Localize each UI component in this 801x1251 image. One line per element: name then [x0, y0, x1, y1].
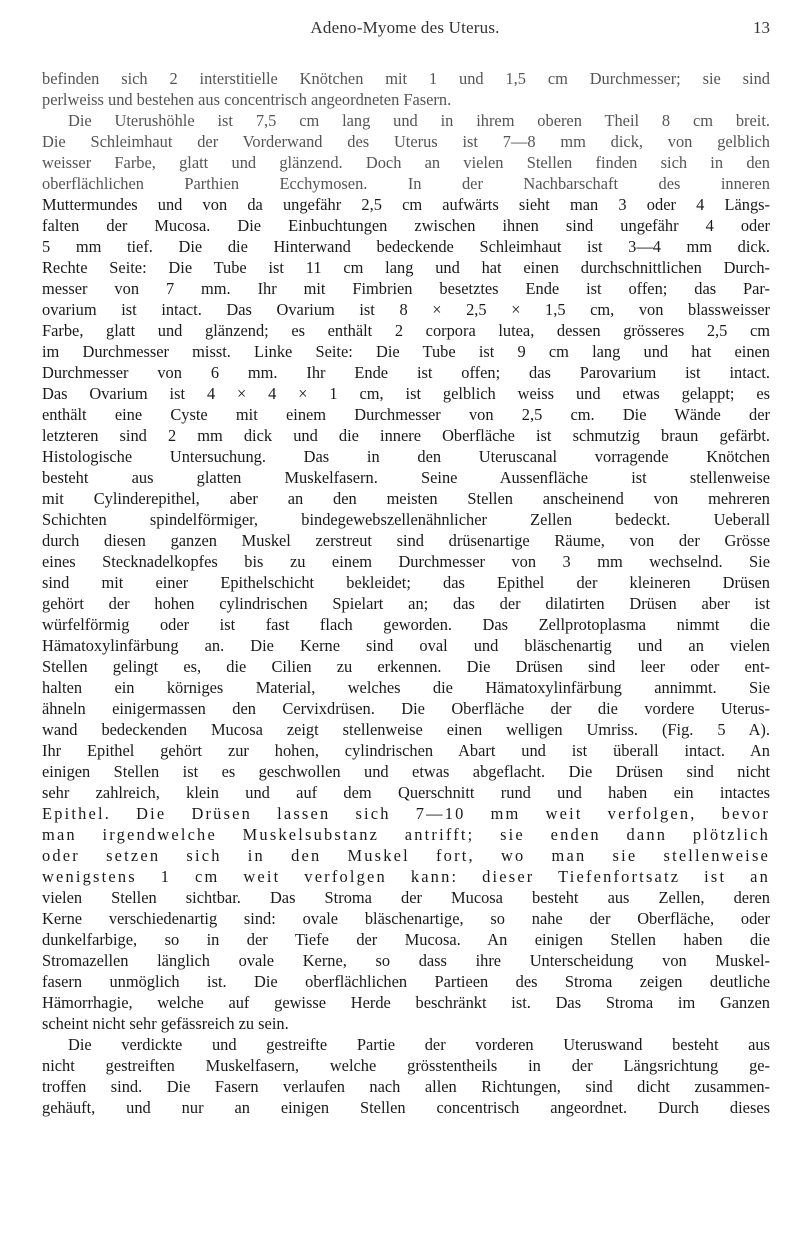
text-line: Epithel. Die Drüsen lassen sich 7—10 mm weit verfolgen, bevor [42, 804, 770, 823]
text-line: Das Ovarium ist 4 × 4 × 1 cm, ist gelblich weiss und etwas gelappt; es [42, 384, 770, 403]
text-line: sind mit einer Epithelschicht bekleidet; das Epithel der kleineren Drüsen [42, 573, 770, 592]
text-line: Hämatoxylinfärbung an. Die Kerne sind oval und bläschenartig und an vielen [42, 636, 770, 655]
text-line: perlweiss und bestehen aus concentrisch angeordneten Fasern. [42, 90, 452, 109]
text-line: Die Uterushöhle ist 7,5 cm lang und in ihrem oberen Theil 8 cm breit. [68, 111, 770, 130]
text-line: ovarium ist intact. Das Ovarium ist 8 × 2,5 × 1,5 cm, von blassweisser [42, 300, 770, 319]
running-header [40, 18, 770, 44]
text-line: wenigstens 1 cm weit verfolgen kann: dieser Tiefenfortsatz ist an [42, 867, 770, 886]
text-line: halten ein körniges Material, welches die Hämatoxylinfärbung annimmt. Sie [42, 678, 770, 697]
text-line: letzteren sind 2 mm dick und die innere Oberfläche ist schmutzig braun gefärbt. [42, 426, 770, 445]
text-line: scheint nicht sehr gefässreich zu sein. [42, 1014, 289, 1033]
text-line: Ihr Epithel gehört zur hohen, cylindrischen Abart und ist überall intact. An [42, 741, 770, 760]
text-line: man irgendwelche Muskelsubstanz antrifft; sie enden dann plötzlich [42, 825, 770, 844]
text-line: einigen Stellen ist es geschwollen und etwas abgeflacht. Die Drüsen sind nicht [42, 762, 770, 781]
text-line: troffen sind. Die Fasern verlaufen nach allen Richtungen, sind dicht zusammen- [42, 1077, 770, 1096]
text-line: 5 mm tief. Die die Hinterwand bedeckende Schleimhaut ist 3—4 mm dick. [42, 237, 770, 256]
text-line: Rechte Seite: Die Tube ist 11 cm lang und hat einen durchschnittlichen Durch- [42, 258, 770, 277]
text-line: Durchmesser von 6 mm. Ihr Ende ist offen; das Parovarium ist intact. [42, 363, 770, 382]
text-line: weisser Farbe, glatt und glänzend. Doch an vielen Stellen finden sich in den [42, 153, 770, 172]
text-line: enthält eine Cyste mit einem Durchmesser von 2,5 cm. Die Wände der [42, 405, 770, 424]
header-title: Adeno-Myome des Uterus. [310, 18, 500, 37]
text-line: im Durchmesser misst. Linke Seite: Die Tube ist 9 cm lang und hat einen [42, 342, 770, 361]
text-line: oder setzen sich in den Muskel fort, wo man sie stellenweise [42, 846, 770, 865]
text-line: Hämorrhagie, welche auf gewisse Herde beschränkt ist. Das Stroma im Ganzen [42, 993, 770, 1012]
text-line: ähneln einigermassen den Cervixdrüsen. Die Oberfläche der die vordere Uterus- [42, 699, 770, 718]
text-line: befinden sich 2 interstitielle Knötchen mit 1 und 1,5 cm Durchmesser; sie sind [42, 69, 770, 88]
text-line: würfelförmig oder ist fast flach geworden. Das Zellprotoplasma nimmt die [42, 615, 770, 634]
text-line: dunkelfarbige, so in der Tiefe der Mucosa. An einigen Stellen haben die [42, 930, 770, 949]
page-number: 13 [753, 18, 770, 37]
text-line: nicht gestreiften Muskelfasern, welche grösstentheils in der Längsrichtung ge- [42, 1056, 770, 1075]
text-line: Die Schleimhaut der Vorderwand des Uterus ist 7—8 mm dick, von gelblich [42, 132, 770, 151]
text-line: gehört der hohen cylindrischen Spielart an; das der dilatirten Drüsen aber ist [42, 594, 770, 613]
text-line: mit Cylinderepithel, aber an den meisten Stellen anscheinend von mehreren [42, 489, 770, 508]
text-line: Muttermundes und von da ungefähr 2,5 cm aufwärts sieht man 3 oder 4 Längs- [42, 195, 770, 214]
text-line: Stromazellen länglich ovale Kerne, so dass ihre Unterscheidung von Muskel- [42, 951, 770, 970]
text-line: durch diesen ganzen Muskel zerstreut sind drüsenartige Räume, von der Grösse [42, 531, 770, 550]
text-line: Histologische Untersuchung. Das in den Uteruscanal vorragende Knötchen [42, 447, 770, 466]
body-text [42, 68, 770, 1118]
text-line: sehr zahlreich, klein und auf dem Querschnitt rund und haben ein intactes [42, 783, 770, 802]
text-line: besteht aus glatten Muskelfasern. Seine Aussenfläche ist stellenweise [42, 468, 770, 487]
text-line: wand bedeckenden Mucosa zeigt stellenweise einen welligen Umriss. (Fig. 5 A). [42, 720, 770, 739]
text-line: gehäuft, und nur an einigen Stellen concentrisch angeordnet. Durch dieses [42, 1098, 770, 1117]
text-line: Farbe, glatt und glänzend; es enthält 2 corpora lutea, dessen grösseres 2,5 cm [42, 321, 770, 340]
text-line: oberflächlichen Parthien Ecchymosen. In der Nachbarschaft des inneren [42, 174, 770, 193]
text-line: Schichten spindelförmiger, bindegewebszellenähnlicher Zellen bedeckt. Ueberall [42, 510, 770, 529]
text-line: Stellen gelingt es, die Cilien zu erkennen. Die Drüsen sind leer oder ent- [42, 657, 770, 676]
text-line: vielen Stellen sichtbar. Das Stroma der Mucosa besteht aus Zellen, deren [42, 888, 770, 907]
text-line: Die verdickte und gestreifte Partie der vorderen Uteruswand besteht aus [68, 1035, 770, 1054]
text-line: falten der Mucosa. Die Einbuchtungen zwischen ihnen sind ungefähr 4 oder [42, 216, 770, 235]
text-line: messer von 7 mm. Ihr mit Fimbrien besetztes Ende ist offen; das Par- [42, 279, 770, 298]
text-line: eines Stecknadelkopfes bis zu einem Durchmesser von 3 mm wechselnd. Sie [42, 552, 770, 571]
text-line: fasern unmöglich ist. Die oberflächlichen Partieen des Stroma zeigen deutliche [42, 972, 770, 991]
text-line: Kerne verschiedenartig sind: ovale bläschenartige, so nahe der Oberfläche, oder [42, 909, 770, 928]
